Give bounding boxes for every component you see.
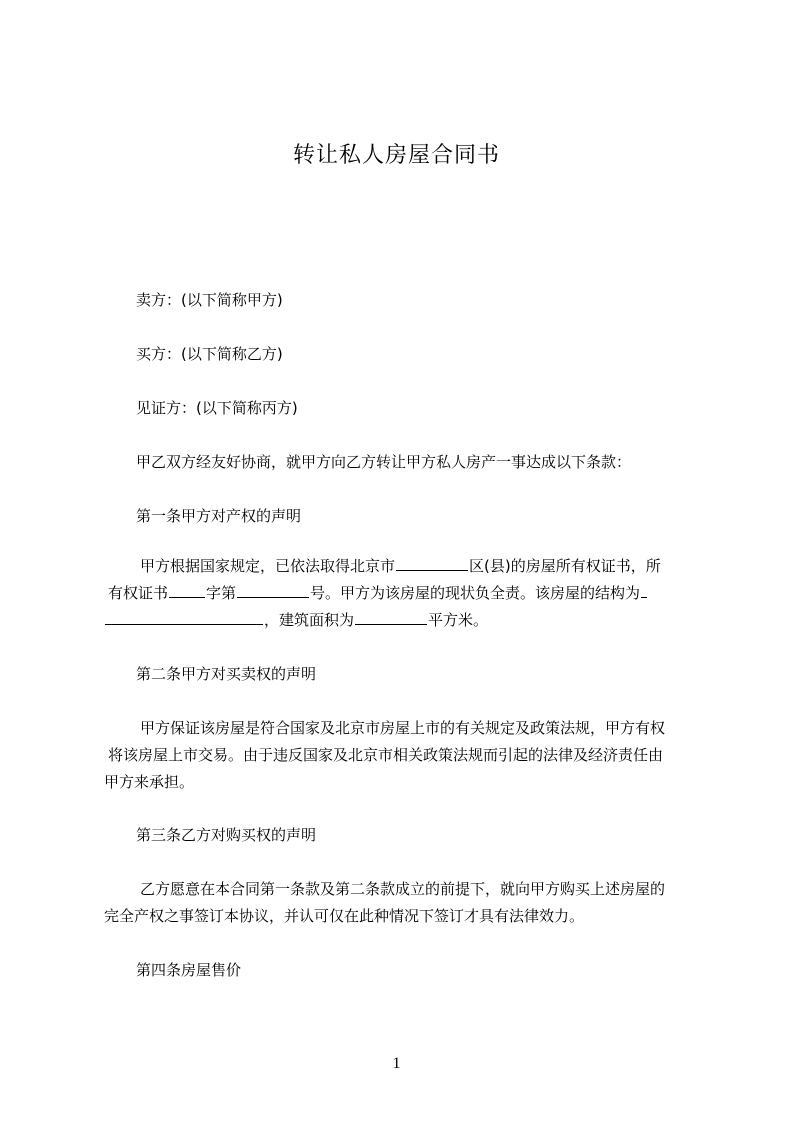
certificate-prefix-blank bbox=[169, 582, 205, 598]
area-blank bbox=[355, 609, 427, 625]
certificate-number-blank bbox=[237, 582, 309, 598]
intro-paragraph: 甲乙双方经友好协商，就甲方向乙方转让甲方私人房产一事达成以下条款： bbox=[136, 453, 632, 471]
document-title: 转让私人房屋合同书 bbox=[292, 143, 500, 168]
article3-heading: 第三条乙方对购买权的声明 bbox=[136, 826, 317, 844]
article2-line3: 甲方来承担。 bbox=[104, 773, 195, 791]
buyer-line: 买方：(以下简称乙方) bbox=[136, 345, 283, 363]
article1-text: ，建筑面积为 bbox=[264, 611, 355, 629]
witness-line: 见证方：(以下简称丙方) bbox=[136, 399, 298, 417]
article2-heading: 第二条甲方对买卖权的声明 bbox=[136, 665, 317, 683]
article3-line2: 完全产权之事签订本协议，并认可仅在此种情况下签订才具有法律效力。 bbox=[104, 907, 585, 925]
article1-text: 号。甲方为该房屋的现状负全责。该房屋的结构为 bbox=[310, 584, 641, 602]
district-blank bbox=[396, 555, 468, 571]
article1-heading: 第一条甲方对产权的声明 bbox=[136, 507, 302, 525]
article1-text: 有权证书 bbox=[108, 584, 169, 602]
article1-line2 bbox=[108, 582, 648, 604]
article1-line1 bbox=[140, 555, 661, 577]
article2-line2: 将该房屋上市交易。由于违反国家及北京市相关政策法规而引起的法律及经济责任由 bbox=[108, 746, 664, 764]
article1-text: 字第 bbox=[206, 584, 237, 602]
article1-text: 区(县)的房屋所有权证书，所 bbox=[469, 557, 661, 575]
article2-line1: 甲方保证该房屋是符合国家及北京市房屋上市的有关规定及政策法规，甲方有权 bbox=[140, 719, 666, 737]
article1-text: 平方米。 bbox=[428, 611, 489, 629]
article3-line1: 乙方愿意在本合同第一条款及第二条款成立的前提下，就向甲方购买上述房屋的 bbox=[140, 880, 666, 898]
page-number: 1 bbox=[392, 1055, 401, 1072]
structure-blank-start bbox=[641, 582, 647, 598]
structure-blank bbox=[105, 609, 263, 625]
article1-line3 bbox=[104, 609, 488, 631]
article4-heading: 第四条房屋售价 bbox=[136, 961, 242, 979]
article1-text: 甲方根据国家规定，已依法取得北京市 bbox=[140, 557, 396, 575]
seller-line: 卖方：(以下简称甲方) bbox=[136, 291, 283, 309]
